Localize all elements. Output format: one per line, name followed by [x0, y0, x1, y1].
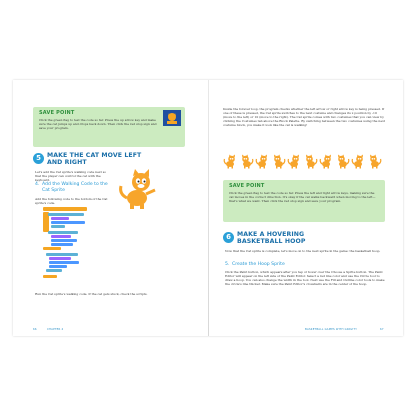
code-block [51, 243, 73, 246]
cat-costume-icon [223, 154, 238, 169]
cat-costume-icon [287, 154, 302, 169]
section-number-badge: 6 [223, 232, 234, 243]
save-point-text: Click the green flag to test the code so far. Press the up arrow key and make sure the cat jumps up and drops back down. Then click the red stop sign and save your program. [39, 118, 157, 131]
code-block [43, 207, 87, 211]
book-spread [13, 80, 403, 336]
code-block [43, 275, 57, 278]
code-block [49, 257, 71, 260]
section-intro: Let's add the Cat sprite's walking code next so that the player can control the cat with the keyboard. [35, 170, 107, 183]
code-block [51, 221, 75, 224]
code-block [48, 231, 78, 234]
footer-page-number: 67 [380, 328, 384, 331]
footer-page-number: 66 [33, 328, 37, 331]
section-title-line-1: MAKE A HOVERING [237, 231, 305, 238]
code-block [43, 247, 61, 250]
cat-costume-icon [335, 154, 350, 169]
step-title-line-2: Cat Sprite [42, 188, 65, 193]
cat-costume-icon [319, 154, 334, 169]
cat-costume-icon [271, 154, 286, 169]
code-blocks-image [43, 207, 143, 315]
footer-title: BASKETBALL GAMES WITH GRAVITY [305, 328, 358, 331]
code-block [73, 221, 85, 224]
code-block [49, 265, 67, 268]
footer-chapter: CHAPTER 4 [47, 328, 64, 331]
section-title-line-1: MAKE THE CAT MOVE LEFT [47, 152, 142, 159]
cat-costume-icon [351, 154, 366, 169]
top-text: Inside the forever loop, the program checks whether the left arrow or right arrow key is being pressed. If one of these is pressed, the Cat sprite switches to the next costume and changes its x position by -10 (move to the left) or 10 (move to the right). The Cat sprite comes with two costumes that you can view by clicking the Costumes tab above the Block Palette. By switching between the two costumes using the next costume block, you make it look like the cat is walking! [223, 107, 386, 128]
save-point-text: Click the green flag to test the code so far. Press the left and right arrow keys, making sure the cat moves in the correct direction. It's okay if the cat walks backward when moving to the left—that's what we want. Then click the red stop sign and save your program. [229, 191, 376, 204]
save-point-title: SAVE POINT [229, 183, 265, 189]
step-number: 5. [225, 262, 230, 267]
section-number-badge: 5 [33, 153, 44, 164]
code-block [51, 235, 71, 238]
save-point-callout [223, 180, 385, 222]
right-page [209, 80, 403, 336]
cat-costume-icon [255, 154, 270, 169]
step-title-line-1: Add the Walking Code to the [42, 182, 108, 187]
cat-costume-row [223, 154, 385, 169]
code-block [46, 253, 78, 256]
code-block [51, 225, 65, 228]
save-point-callout [33, 107, 185, 147]
step-text: Click the Paint button, which appears after you tap or hover over the Choose a Sprite button. The Paint Editor will appear on the left side of the Paint Editor. Select a red line color and use the Circle tool to draw a hoop. You can also change the width in the tool. Next use the Fill and Outline color tools to make the circle's line thicker. Make sure the Paint Editor's crosshairs are in the center of the hoop. [225, 270, 385, 287]
cat-sprite-illustration [117, 168, 159, 210]
step-title: Create the Hoop Sprite [232, 262, 285, 267]
code-block [48, 213, 84, 216]
code-block [51, 239, 77, 242]
bottom-text: Run the Cat sprite's walking code. If the cat gets stuck, check the scripts. [35, 292, 148, 296]
green-flag-cat-icon [163, 110, 181, 126]
cat-costume-icon [303, 154, 318, 169]
code-block [49, 261, 79, 264]
section-title-line-2: AND RIGHT [47, 159, 87, 166]
section-intro: Now that the Cat sprite is complete, let's move on to the next sprite in the game: the basketball hoop. [225, 249, 381, 253]
save-point-title: SAVE POINT [39, 110, 75, 116]
cat-costume-icon [239, 154, 254, 169]
step-number: 4. [35, 182, 40, 187]
left-page [13, 80, 208, 336]
cat-costume-icon [367, 154, 382, 169]
code-block [51, 217, 69, 220]
step-text: Add the following code to the bottom of the Cat sprite's code. [35, 197, 108, 206]
section-title-line-2: BASKETBALL HOOP [237, 238, 306, 245]
code-block [46, 269, 62, 272]
